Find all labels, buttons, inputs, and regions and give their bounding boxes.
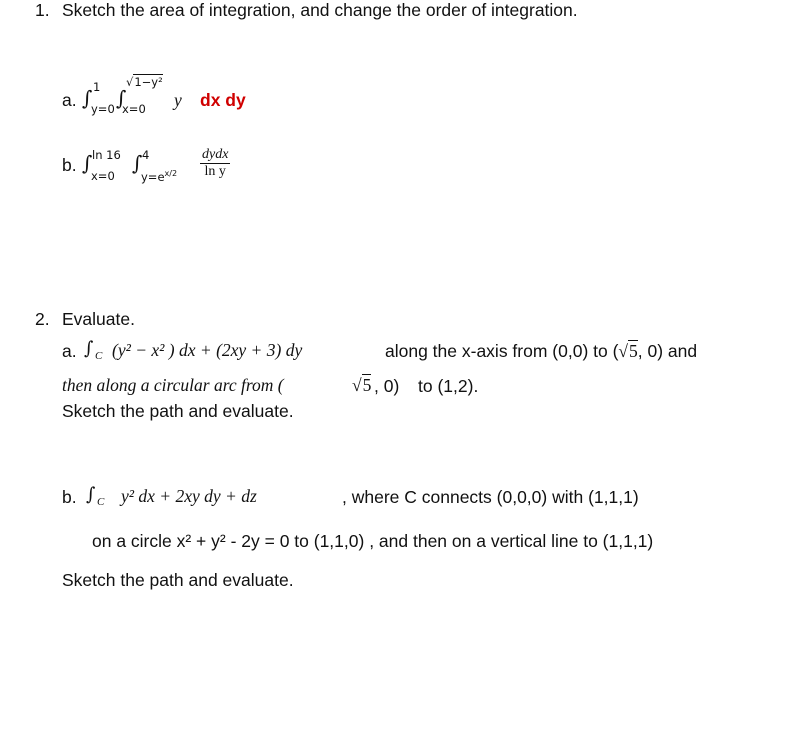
q1a-differentials: dx dy (200, 90, 246, 110)
q1b-outer-upper-limit: ln 16 (92, 148, 121, 162)
q2b-text-3: Sketch the path and evaluate. (62, 570, 294, 590)
q2a-text-2: , 0) and (637, 341, 698, 361)
q1b-denominator: ln y (204, 164, 226, 179)
q1a-outer-upper-limit: 1 (93, 80, 101, 94)
q1a-integrand: y (174, 90, 182, 110)
q2a-integral-sign: ∫ (84, 338, 94, 359)
q2-number: 2. (35, 309, 50, 329)
q2a-text-6: Sketch the path and evaluate. (62, 401, 294, 421)
q1b-inner-upper-limit: 4 (142, 148, 150, 162)
q2a-text-3: then along a circular arc from ( (62, 375, 284, 395)
q1a-label: a. (62, 90, 77, 110)
q2a-sqrt-value-1: 5 (629, 341, 638, 361)
q1a-inner-upper-limit: √1−y² (126, 75, 163, 89)
q1b-outer-integral-sign: ∫ (82, 151, 93, 175)
q2b-text-1: , where C connects (0,0,0) with (1,1,1) (342, 487, 639, 507)
q1b-inner-integral-sign: ∫ (132, 151, 143, 175)
q1b-label: b. (62, 155, 77, 175)
q1b-inner-lower-exponent: x/2 (164, 169, 178, 178)
q2a-text-along: along the x-axis from (0,0) to (√5, 0) and (385, 341, 698, 361)
q1a-inner-integral-sign: ∫ (116, 86, 127, 110)
q1-number: 1. (35, 0, 50, 20)
q1b-inner-lower-base: y=e (141, 169, 165, 184)
q1b-numerator: dydx (202, 147, 229, 162)
q2a-expression: (y² − x² ) dx + (2xy + 3) dy (112, 340, 303, 360)
q2b-text-2: on a circle x² + y² - 2y = 0 to (1,1,0) , and then on a vertical line to (1,1,1) (92, 531, 654, 551)
q2a-text-4: , 0) (374, 376, 400, 396)
q1a-inner-lower-limit: x=0 (122, 102, 146, 116)
q2-text: Evaluate. (62, 309, 135, 329)
q2a-path-label: C (95, 350, 103, 362)
q2b-expression: y² dx + 2xy dy + dz (121, 486, 257, 506)
q1a-inner-upper-radicand: 1−y² (134, 75, 163, 89)
q2a-text-1: along the x-axis from (0,0) to ( (385, 341, 619, 361)
q2a-text-5: to (1,2). (418, 376, 479, 396)
q1a-outer-lower-limit: y=0 (91, 102, 115, 116)
q2a-label: a. (62, 341, 77, 361)
q2b-integral-sign: ∫ (86, 484, 96, 505)
q1-text: Sketch the area of integration, and change the order of integration. (62, 0, 578, 20)
q2b-path-label: C (97, 496, 105, 508)
q1a-outer-integral-sign: ∫ (82, 86, 93, 110)
q2a-sqrt-value-2: 5 (362, 375, 372, 395)
q1b-outer-lower-limit: x=0 (91, 169, 115, 183)
q1b-inner-lower-limit (141, 169, 177, 184)
q2a-sqrt-point: √5 (352, 375, 372, 395)
q1b-fraction (200, 147, 230, 180)
q2b-label: b. (62, 487, 77, 507)
